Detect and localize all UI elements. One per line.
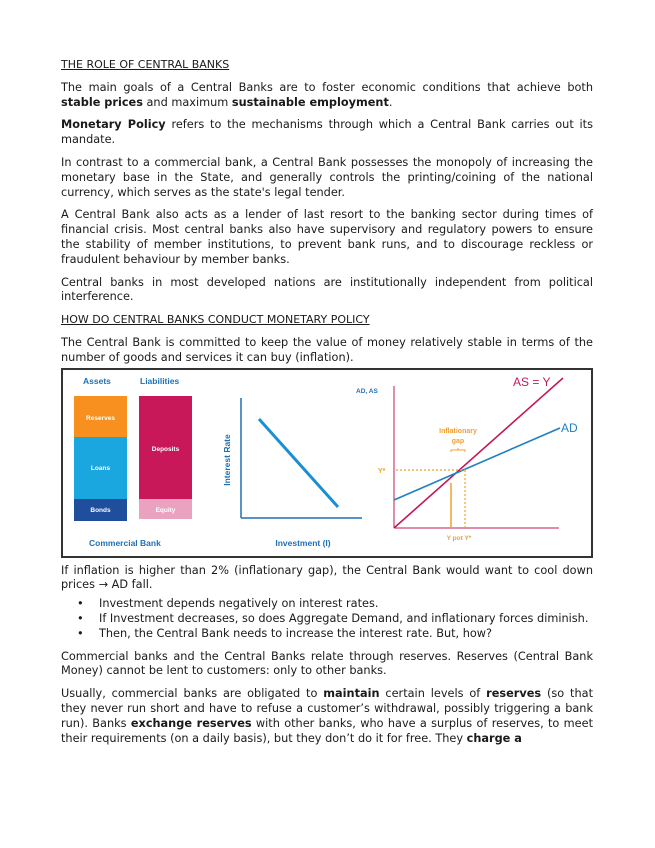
ystar-label: Y* xyxy=(378,467,386,475)
inflationary-gap-label-2: gap xyxy=(451,437,465,445)
paragraph-lender-of-last-resort: A Central Bank also acts as a lender of last resort to the banking sector during times of financial crisis. Most central banks also have supervisory and regulatory powers to ensure the stability of member institutions, to prevent bank runs, and to discourage reckless or fraudulent behaviour by member banks. xyxy=(61,208,593,266)
loans-label: Loans xyxy=(90,464,111,472)
bold-text: sustainable employment xyxy=(231,95,389,109)
paragraph-commitment: The Central Bank is committed to keep the value of money relatively stable in terms of the number of goods and services it can buy (inflation). xyxy=(61,335,593,364)
ad-line xyxy=(394,428,560,500)
bold-text: stable prices xyxy=(61,95,143,109)
assets-label: Assets xyxy=(83,375,111,386)
investment-chart xyxy=(222,398,362,548)
ad-line-label: AD xyxy=(561,420,578,435)
bonds-label: Bonds xyxy=(90,506,111,514)
paragraph-independence: Central banks in most developed nations are institutionally independent from political interference. xyxy=(61,275,593,304)
text: certain levels of xyxy=(379,687,487,701)
commercial-bank-caption: Commercial Bank xyxy=(89,537,161,548)
reserves-label: Reserves xyxy=(86,414,115,422)
text: . xyxy=(388,95,393,109)
paragraph-reserve-requirements xyxy=(61,687,593,746)
text: refers to the mechanisms through which a Central Bank carries out its mandate. xyxy=(61,118,594,147)
text: (so that they never run short and have to refuse a customer’s withdrawal, possibly triggering a bank run). Banks xyxy=(61,687,593,730)
heading-how-conduct-policy: HOW DO CENTRAL BANKS CONDUCT MONETARY POLICY xyxy=(61,313,370,327)
ad-as-chart xyxy=(356,375,578,542)
text: with other banks, who have a surplus of reserves, to meet their requirements (on a daily basis), but they don’t do it for free. They xyxy=(61,716,593,745)
bold-text: maintain xyxy=(323,687,380,701)
bold-text: reserves xyxy=(486,687,542,701)
equity-label: Equity xyxy=(155,506,176,514)
investment-axis-label: Investment (I) xyxy=(275,537,331,548)
paragraph-monetary-policy xyxy=(61,118,593,148)
investment-demand-line xyxy=(259,419,338,507)
ad-as-axis-label: AD, AS xyxy=(356,387,378,395)
figure-svg xyxy=(63,370,591,556)
x-axis-labels: Y pot Y* xyxy=(446,534,472,542)
list-item: • Investment depends negatively on interest rates. xyxy=(99,597,593,612)
text: Usually, commercial banks are obligated to xyxy=(61,687,324,701)
bullet-list xyxy=(61,597,593,641)
bold-text: Monetary Policy xyxy=(61,118,166,132)
paragraph-goals xyxy=(61,81,593,111)
interest-rate-axis-label: Interest Rate xyxy=(222,433,232,486)
gap-bracket-icon xyxy=(451,448,465,452)
paragraph-monopoly: In contrast to a commercial bank, a Central Bank possesses the monopoly of increasing the monetary base in the State, and generally controls the printing/coining of the national currency, which serves as the state's legal tender. xyxy=(61,155,593,199)
paragraph-inflation-gap: If inflation is higher than 2% (inflationary gap), the Central Bank would want to cool down prices → AD fall. xyxy=(61,563,593,592)
bold-text: charge a xyxy=(466,731,522,745)
monetary-policy-figure xyxy=(61,368,593,558)
as-line-label: AS = Y xyxy=(513,374,551,389)
inflationary-gap-label-1: Inflationary xyxy=(439,427,477,435)
liabilities-label: Liabilities xyxy=(140,375,180,386)
text: and maximum xyxy=(142,95,232,109)
paragraph-reserves-relation: Commercial banks and the Central Banks relate through reserves. Reserves (Central Bank Money) cannot be lent to customers: only to other banks. xyxy=(61,649,593,678)
bold-text: exchange reserves xyxy=(130,716,252,730)
heading-role-of-central-banks: THE ROLE OF CENTRAL BANKS xyxy=(61,58,230,71)
balance-sheet-diagram xyxy=(74,376,192,548)
text: The main goals of a Central Banks are to foster economic conditions that achieve both xyxy=(61,80,593,94)
list-item: • Then, the Central Bank needs to increase the interest rate. But, how? xyxy=(99,627,593,642)
as-line xyxy=(394,378,563,528)
document-page xyxy=(61,58,593,754)
deposits-label: Deposits xyxy=(151,445,180,453)
list-item: • If Investment decreases, so does Aggregate Demand, and inflationary forces diminish. xyxy=(99,612,593,627)
